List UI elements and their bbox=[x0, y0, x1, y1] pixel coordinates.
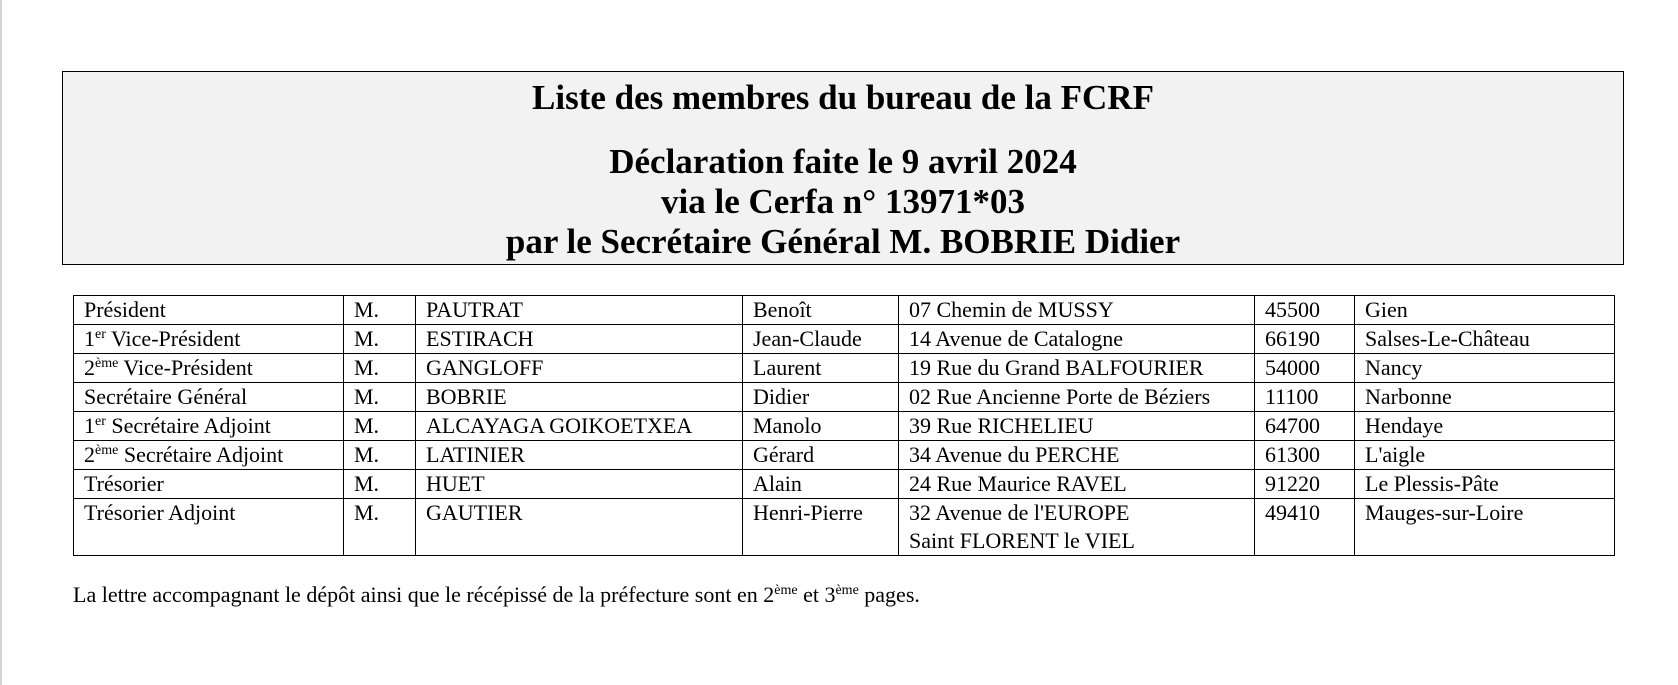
member-city bbox=[1355, 412, 1615, 441]
first-name-text: Laurent bbox=[753, 355, 822, 380]
address-line: 32 Avenue de l'EUROPE bbox=[909, 500, 1130, 525]
civility-text: M. bbox=[354, 355, 380, 380]
footnote-text-1: La lettre accompagnant le dépôt ainsi que le récépissé de la préfecture sont en 2 bbox=[73, 582, 775, 607]
footnote-sup-1: ème bbox=[774, 583, 798, 598]
postal-code-text: 66190 bbox=[1265, 326, 1320, 351]
address-line: 02 Rue Ancienne Porte de Béziers bbox=[909, 384, 1211, 409]
role-ordinal: 1 bbox=[84, 413, 95, 438]
postal-code-text: 91220 bbox=[1265, 471, 1320, 496]
footnote-sup-2: ème bbox=[835, 583, 859, 598]
table-row bbox=[74, 412, 1615, 441]
member-first-name bbox=[743, 383, 899, 412]
member-last-name bbox=[416, 325, 743, 354]
member-postal-code bbox=[1255, 412, 1355, 441]
member-civility bbox=[344, 412, 416, 441]
address-line: Saint FLORENT le VIEL bbox=[909, 528, 1135, 553]
declarant: par le Secrétaire Général M. BOBRIE Didier bbox=[505, 222, 1181, 261]
member-first-name bbox=[743, 441, 899, 470]
member-first-name bbox=[743, 354, 899, 383]
member-first-name bbox=[743, 499, 899, 556]
member-city bbox=[1355, 499, 1615, 556]
member-postal-code bbox=[1255, 470, 1355, 499]
table-row bbox=[74, 383, 1615, 412]
address-line: 14 Avenue de Catalogne bbox=[909, 326, 1124, 351]
member-last-name bbox=[416, 499, 743, 556]
member-postal-code bbox=[1255, 499, 1355, 556]
city-text: Mauges-sur-Loire bbox=[1365, 500, 1524, 525]
member-address bbox=[899, 296, 1255, 325]
member-civility bbox=[344, 383, 416, 412]
role-ordinal-suffix: ème bbox=[95, 443, 119, 458]
city-text: Gien bbox=[1365, 297, 1408, 322]
city-text: Narbonne bbox=[1365, 384, 1452, 409]
member-postal-code bbox=[1255, 325, 1355, 354]
table-row bbox=[74, 325, 1615, 354]
member-first-name bbox=[743, 412, 899, 441]
role-ordinal: 2 bbox=[84, 355, 95, 380]
postal-code-text: 61300 bbox=[1265, 442, 1320, 467]
member-last-name bbox=[416, 383, 743, 412]
civility-text: M. bbox=[354, 471, 380, 496]
table-row bbox=[74, 441, 1615, 470]
member-city bbox=[1355, 325, 1615, 354]
civility-text: M. bbox=[354, 384, 380, 409]
member-address bbox=[899, 470, 1255, 499]
member-postal-code bbox=[1255, 383, 1355, 412]
member-postal-code bbox=[1255, 296, 1355, 325]
address-line: 24 Rue Maurice RAVEL bbox=[909, 471, 1127, 496]
role-ordinal-suffix: ème bbox=[95, 356, 119, 371]
city-text: Le Plessis-Pâte bbox=[1365, 471, 1499, 496]
member-role bbox=[74, 470, 344, 499]
civility-text: M. bbox=[354, 442, 380, 467]
last-name-text: PAUTRAT bbox=[426, 297, 523, 322]
declaration-date: Déclaration faite le 9 avril 2024 bbox=[609, 142, 1077, 181]
last-name-text: ALCAYAGA GOIKOETXEA bbox=[426, 413, 693, 438]
member-civility bbox=[344, 441, 416, 470]
member-last-name bbox=[416, 412, 743, 441]
role-label: Trésorier Adjoint bbox=[84, 500, 236, 525]
member-first-name bbox=[743, 296, 899, 325]
postal-code-text: 45500 bbox=[1265, 297, 1320, 322]
footnote-text-3: pages. bbox=[858, 582, 920, 607]
city-text: L'aigle bbox=[1365, 442, 1426, 467]
last-name-text: ESTIRACH bbox=[426, 326, 534, 351]
civility-text: M. bbox=[354, 326, 380, 351]
member-role bbox=[74, 354, 344, 383]
member-civility bbox=[344, 296, 416, 325]
member-last-name bbox=[416, 441, 743, 470]
member-role bbox=[74, 296, 344, 325]
role-label: Secrétaire Adjoint bbox=[118, 442, 284, 467]
first-name-text: Benoît bbox=[753, 297, 812, 322]
role-label: Vice-Président bbox=[118, 355, 253, 380]
first-name-text: Jean-Claude bbox=[753, 326, 862, 351]
address-line: 07 Chemin de MUSSY bbox=[909, 297, 1114, 322]
members-table bbox=[73, 295, 1615, 556]
document-header bbox=[62, 71, 1624, 265]
member-role bbox=[74, 499, 344, 556]
table-row bbox=[74, 354, 1615, 383]
role-ordinal: 2 bbox=[84, 442, 95, 467]
last-name-text: GAUTIER bbox=[426, 500, 523, 525]
civility-text: M. bbox=[354, 413, 380, 438]
member-role bbox=[74, 383, 344, 412]
first-name-text: Manolo bbox=[753, 413, 822, 438]
footnote bbox=[73, 580, 920, 610]
member-first-name bbox=[743, 325, 899, 354]
first-name-text: Gérard bbox=[753, 442, 815, 467]
postal-code-text: 54000 bbox=[1265, 355, 1320, 380]
address-line: 39 Rue RICHELIEU bbox=[909, 413, 1094, 438]
page-left-edge bbox=[0, 0, 2, 685]
civility-text: M. bbox=[354, 500, 380, 525]
member-civility bbox=[344, 499, 416, 556]
member-role bbox=[74, 441, 344, 470]
member-address bbox=[899, 354, 1255, 383]
member-city bbox=[1355, 354, 1615, 383]
member-city bbox=[1355, 441, 1615, 470]
last-name-text: HUET bbox=[426, 471, 485, 496]
civility-text: M. bbox=[354, 297, 380, 322]
postal-code-text: 49410 bbox=[1265, 500, 1320, 525]
member-city bbox=[1355, 470, 1615, 499]
last-name-text: GANGLOFF bbox=[426, 355, 544, 380]
role-ordinal-suffix: er bbox=[95, 327, 106, 342]
postal-code-text: 11100 bbox=[1265, 384, 1319, 409]
address-line: 34 Avenue du PERCHE bbox=[909, 442, 1120, 467]
member-last-name bbox=[416, 296, 743, 325]
table-row bbox=[74, 296, 1615, 325]
role-label: Président bbox=[84, 297, 166, 322]
first-name-text: Didier bbox=[753, 384, 810, 409]
member-civility bbox=[344, 325, 416, 354]
role-label: Secrétaire Général bbox=[84, 384, 248, 409]
postal-code-text: 64700 bbox=[1265, 413, 1320, 438]
city-text: Salses-Le-Château bbox=[1365, 326, 1530, 351]
first-name-text: Alain bbox=[753, 471, 802, 496]
address-line: 19 Rue du Grand BALFOURIER bbox=[909, 355, 1204, 380]
member-last-name bbox=[416, 470, 743, 499]
member-address bbox=[899, 412, 1255, 441]
role-ordinal: 1 bbox=[84, 326, 95, 351]
member-civility bbox=[344, 470, 416, 499]
cerfa-reference: via le Cerfa n° 13971*03 bbox=[661, 182, 1025, 221]
member-address bbox=[899, 383, 1255, 412]
document-title: Liste des membres du bureau de la FCRF bbox=[532, 78, 1154, 117]
role-label: Trésorier bbox=[84, 471, 164, 496]
member-address bbox=[899, 499, 1255, 556]
role-label: Vice-Président bbox=[105, 326, 241, 351]
member-civility bbox=[344, 354, 416, 383]
role-ordinal-suffix: er bbox=[95, 414, 106, 429]
member-role bbox=[74, 412, 344, 441]
member-city bbox=[1355, 296, 1615, 325]
first-name-text: Henri-Pierre bbox=[753, 500, 863, 525]
table-row bbox=[74, 470, 1615, 499]
last-name-text: BOBRIE bbox=[426, 384, 507, 409]
member-role bbox=[74, 325, 344, 354]
footnote-text-2: et 3 bbox=[797, 582, 836, 607]
member-address bbox=[899, 441, 1255, 470]
city-text: Nancy bbox=[1365, 355, 1423, 380]
member-address bbox=[899, 325, 1255, 354]
table-row bbox=[74, 499, 1615, 556]
member-city bbox=[1355, 383, 1615, 412]
member-last-name bbox=[416, 354, 743, 383]
member-first-name bbox=[743, 470, 899, 499]
last-name-text: LATINIER bbox=[426, 442, 525, 467]
city-text: Hendaye bbox=[1365, 413, 1444, 438]
member-postal-code bbox=[1255, 441, 1355, 470]
member-postal-code bbox=[1255, 354, 1355, 383]
role-label: Secrétaire Adjoint bbox=[105, 413, 271, 438]
